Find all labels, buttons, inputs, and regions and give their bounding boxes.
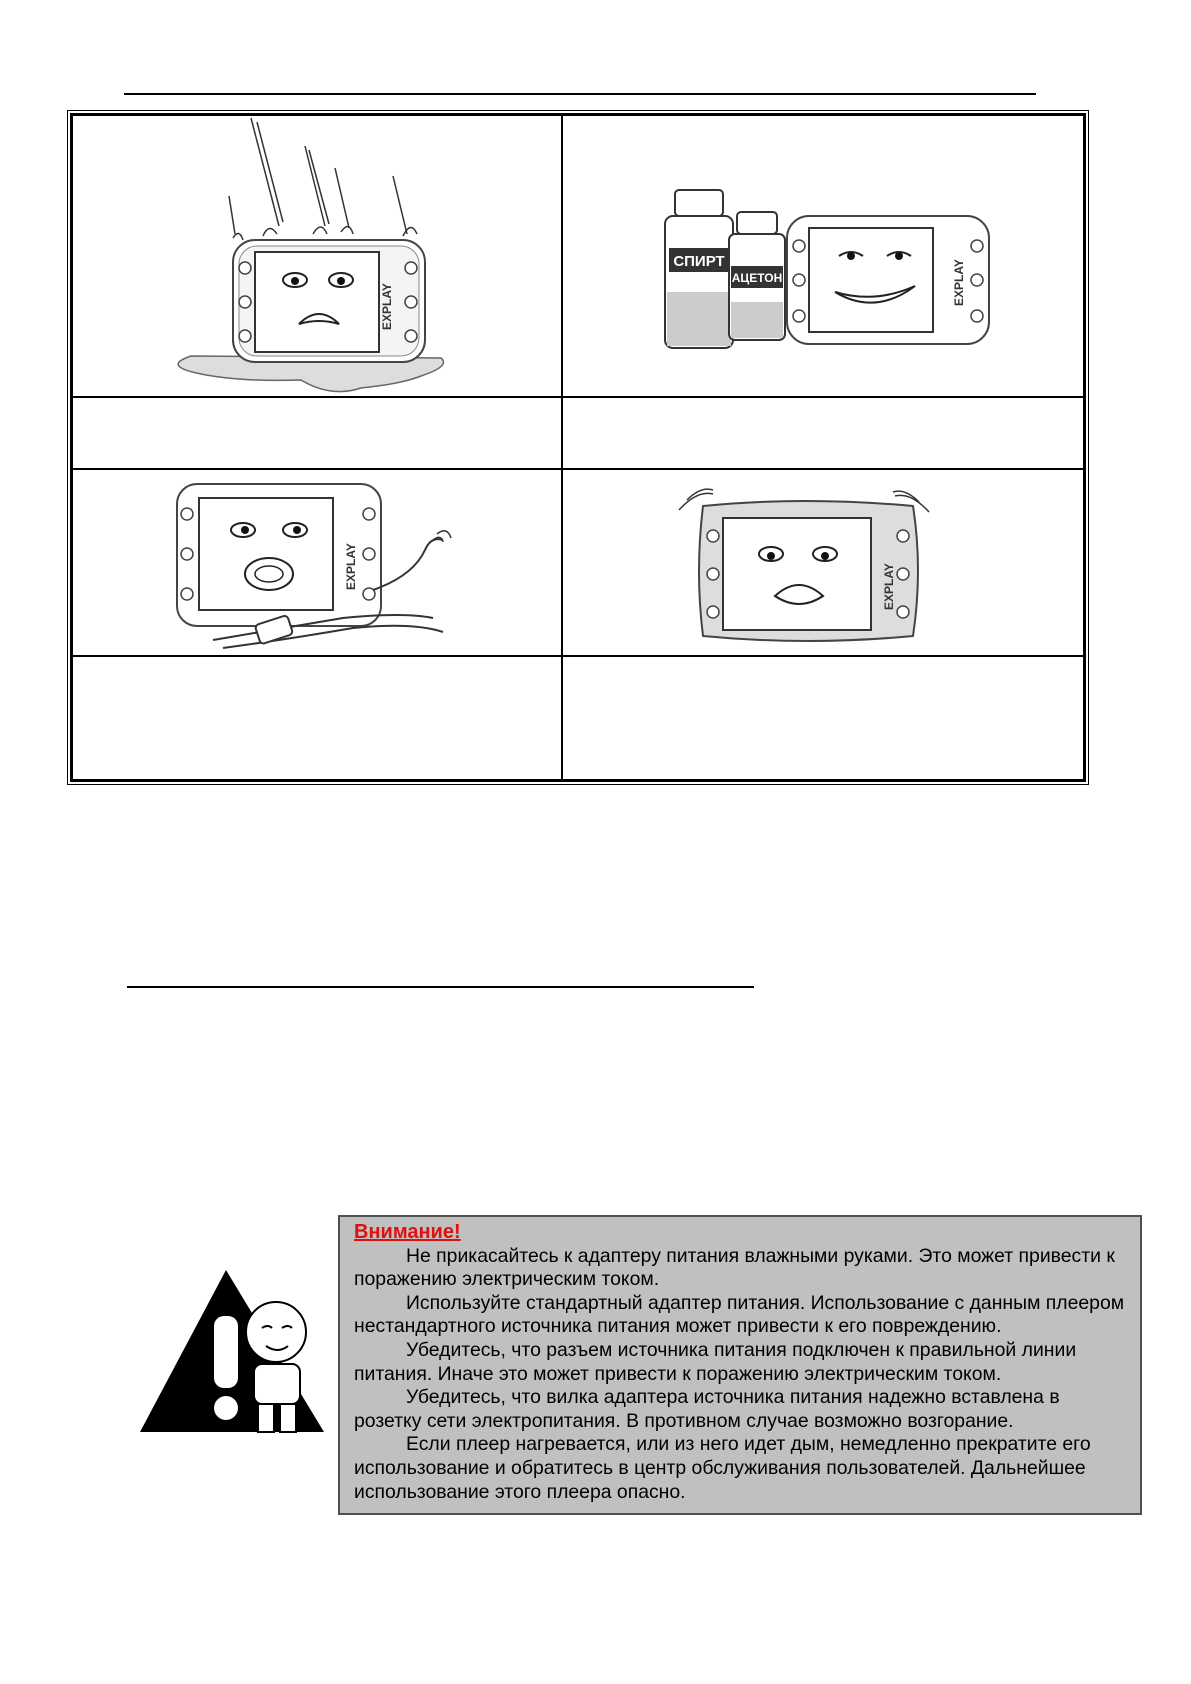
caption-cell — [562, 397, 1084, 469]
brand-label: EXPLAY — [344, 543, 358, 590]
notice-paragraph: Не прикасайтесь к адаптеру питания влажными руками. Это может привести к поражению электрическим током. — [354, 1244, 1115, 1291]
caption-cell — [72, 397, 562, 469]
notice-paragraph: Убедитесь, что разъем источника питания подключен к правильной линии питания. Иначе это может привести к поражению электрическим током. — [354, 1338, 1077, 1385]
cell-chemicals-illustration — [562, 115, 1084, 397]
notice-title: Внимание! — [354, 1221, 461, 1243]
notice-paragraph: Убедитесь, что вилка адаптера источника питания надежно вставлена в розетку сети электропитания. В противном случае возможно возгорание. — [354, 1386, 1060, 1432]
illustration-table — [70, 113, 1086, 782]
brand-label: EXPLAY — [882, 563, 896, 610]
notice-paragraph: Если плеер нагревается, или из него идет дым, немедленно прекратите его использование и обратитесь в центр обслуживания пользователей. Дальнейшее использование этого плеера опасно. — [354, 1433, 1091, 1503]
cell-water-illustration — [72, 115, 562, 397]
brand-label: EXPLAY — [952, 259, 966, 306]
cell-cord-illustration — [72, 469, 562, 656]
heat-player-illustration — [563, 470, 1085, 657]
bottle-label-acetone: АЦЕТОН — [731, 271, 783, 285]
water-player-illustration — [73, 116, 563, 398]
brand-label: EXPLAY — [380, 283, 394, 330]
header-rule — [124, 93, 1036, 95]
caption-cell — [562, 656, 1084, 780]
chemicals-player-illustration — [563, 116, 1085, 398]
bottle-label-alcohol: СПИРТ — [673, 253, 725, 270]
warning-notice — [338, 1215, 1142, 1515]
cord-player-illustration — [73, 470, 563, 657]
section-rule — [127, 986, 754, 988]
warning-icon — [136, 1266, 328, 1436]
caption-cell — [72, 656, 562, 780]
cell-heat-illustration — [562, 469, 1084, 656]
notice-paragraph: Используйте стандартный адаптер питания. Использование с данным плеером нестандартного источника питания может привести к его повреждению. — [354, 1291, 1125, 1338]
